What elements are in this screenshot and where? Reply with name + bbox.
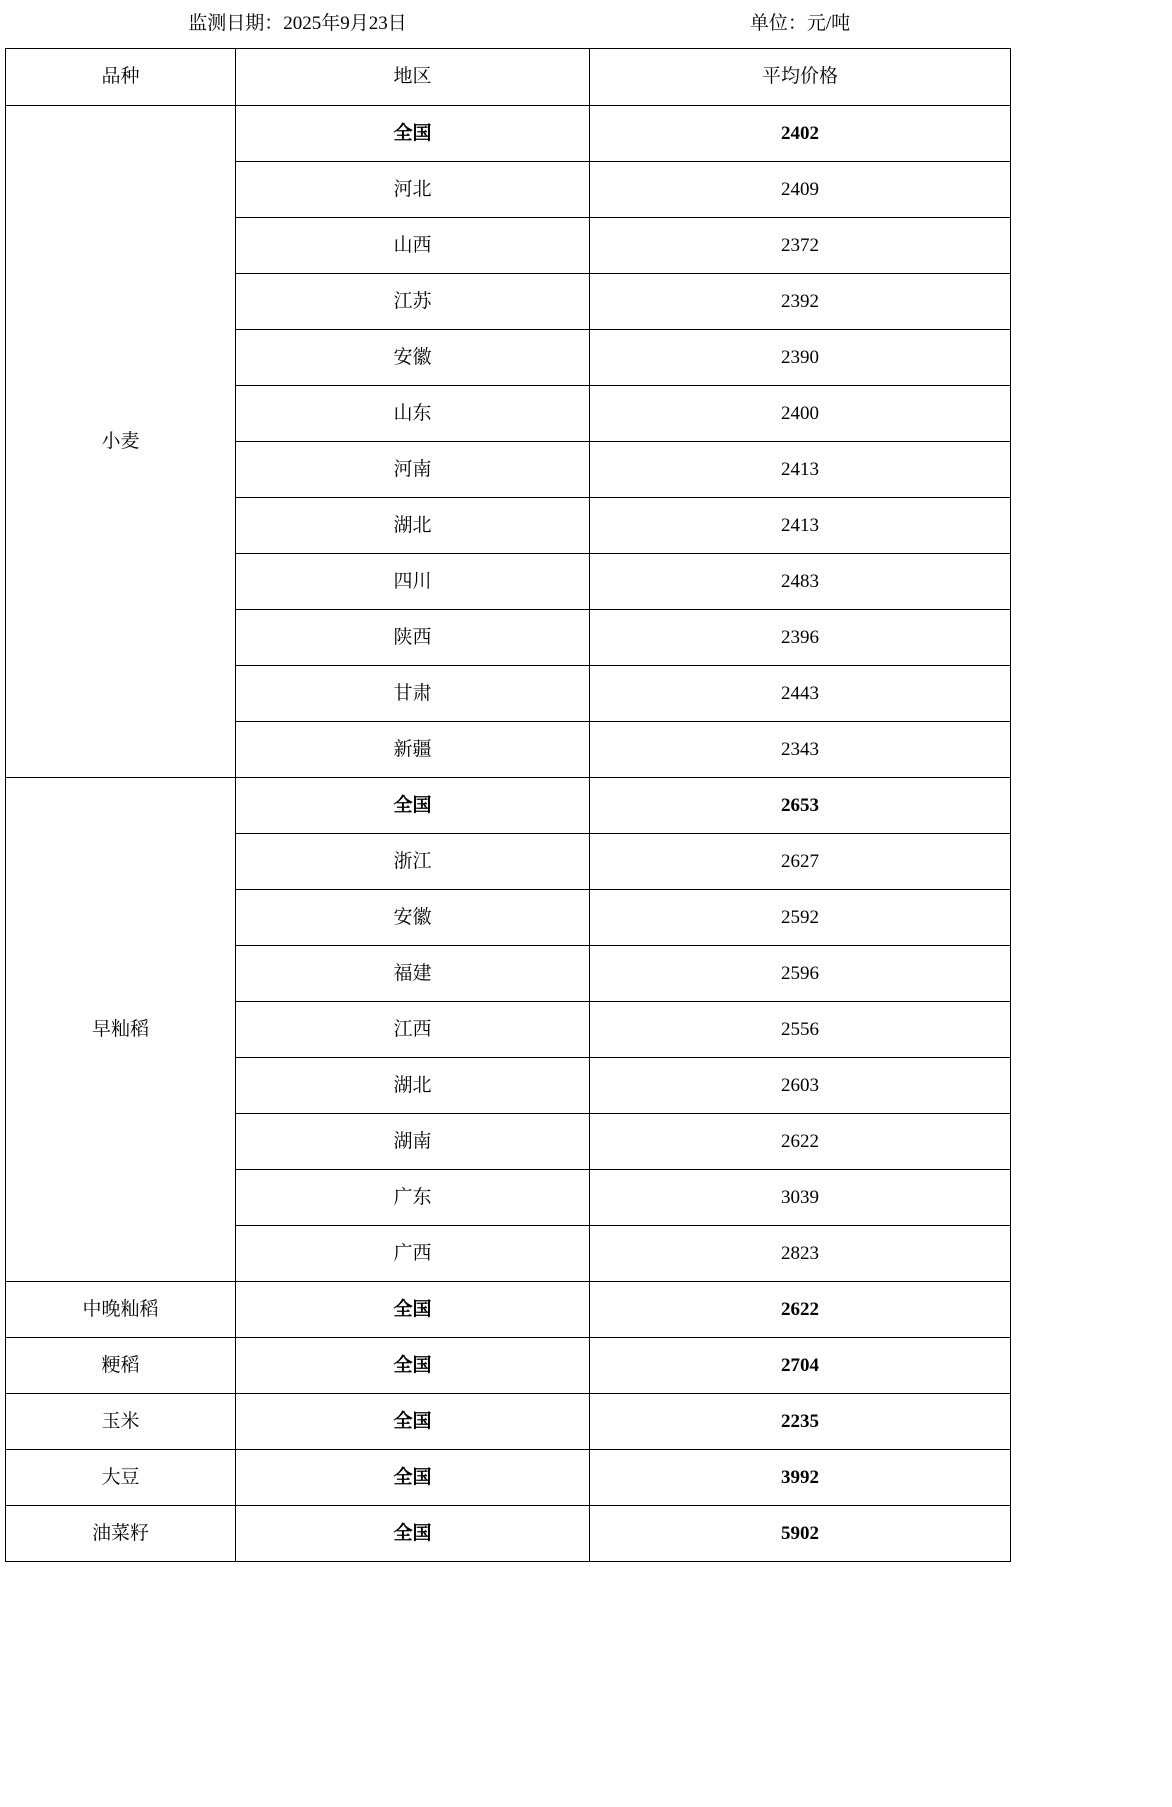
price-cell: 2592 xyxy=(590,890,1011,946)
region-cell: 河南 xyxy=(236,442,590,498)
price-cell: 2622 xyxy=(590,1114,1011,1170)
variety-cell: 小麦 xyxy=(6,106,236,778)
region-cell: 河北 xyxy=(236,162,590,218)
region-cell: 全国 xyxy=(236,1394,590,1450)
price-cell: 2409 xyxy=(590,162,1011,218)
price-cell: 2622 xyxy=(590,1282,1011,1338)
table-row xyxy=(6,106,1011,162)
price-cell: 2483 xyxy=(590,554,1011,610)
region-cell: 全国 xyxy=(236,778,590,834)
table-row xyxy=(6,778,1011,834)
region-cell: 福建 xyxy=(236,946,590,1002)
variety-cell: 粳稻 xyxy=(6,1338,236,1394)
variety-cell: 早籼稻 xyxy=(6,778,236,1282)
price-cell: 2603 xyxy=(590,1058,1011,1114)
region-cell: 湖北 xyxy=(236,1058,590,1114)
region-cell: 广西 xyxy=(236,1226,590,1282)
region-cell: 全国 xyxy=(236,1450,590,1506)
price-cell: 2653 xyxy=(590,778,1011,834)
price-cell: 3039 xyxy=(590,1170,1011,1226)
variety-cell: 玉米 xyxy=(6,1394,236,1450)
region-cell: 山西 xyxy=(236,218,590,274)
region-cell: 江西 xyxy=(236,1002,590,1058)
price-cell: 2400 xyxy=(590,386,1011,442)
variety-cell: 油菜籽 xyxy=(6,1506,236,1562)
region-cell: 全国 xyxy=(236,1506,590,1562)
table-row xyxy=(6,1282,1011,1338)
variety-cell: 大豆 xyxy=(6,1450,236,1506)
header-region: 地区 xyxy=(236,49,590,106)
region-cell: 全国 xyxy=(236,1282,590,1338)
price-cell: 2596 xyxy=(590,946,1011,1002)
monitor-date-label: 监测日期：2025年9月23日 xyxy=(6,0,590,49)
region-cell: 安徽 xyxy=(236,890,590,946)
region-cell: 安徽 xyxy=(236,330,590,386)
table-body xyxy=(6,0,1011,1562)
price-cell: 2443 xyxy=(590,666,1011,722)
price-cell: 3992 xyxy=(590,1450,1011,1506)
price-cell: 2392 xyxy=(590,274,1011,330)
price-cell: 2235 xyxy=(590,1394,1011,1450)
meta-row xyxy=(6,0,1011,49)
price-cell: 2396 xyxy=(590,610,1011,666)
price-cell: 2823 xyxy=(590,1226,1011,1282)
region-cell: 全国 xyxy=(236,1338,590,1394)
price-cell: 2343 xyxy=(590,722,1011,778)
region-cell: 浙江 xyxy=(236,834,590,890)
agricultural-price-table xyxy=(5,0,1011,1562)
price-cell: 2627 xyxy=(590,834,1011,890)
price-cell: 2402 xyxy=(590,106,1011,162)
unit-label: 单位：元/吨 xyxy=(590,0,1011,49)
price-cell: 5902 xyxy=(590,1506,1011,1562)
region-cell: 江苏 xyxy=(236,274,590,330)
header-variety: 品种 xyxy=(6,49,236,106)
price-cell: 2413 xyxy=(590,498,1011,554)
price-cell: 2704 xyxy=(590,1338,1011,1394)
region-cell: 四川 xyxy=(236,554,590,610)
price-cell: 2556 xyxy=(590,1002,1011,1058)
table-row xyxy=(6,1338,1011,1394)
region-cell: 甘肃 xyxy=(236,666,590,722)
variety-cell: 中晚籼稻 xyxy=(6,1282,236,1338)
region-cell: 广东 xyxy=(236,1170,590,1226)
header-price: 平均价格 xyxy=(590,49,1011,106)
region-cell: 陕西 xyxy=(236,610,590,666)
region-cell: 湖北 xyxy=(236,498,590,554)
table-row xyxy=(6,1394,1011,1450)
region-cell: 全国 xyxy=(236,106,590,162)
price-cell: 2413 xyxy=(590,442,1011,498)
table-row xyxy=(6,1450,1011,1506)
region-cell: 山东 xyxy=(236,386,590,442)
table-row xyxy=(6,1506,1011,1562)
price-cell: 2372 xyxy=(590,218,1011,274)
price-cell: 2390 xyxy=(590,330,1011,386)
region-cell: 湖南 xyxy=(236,1114,590,1170)
column-header-row xyxy=(6,49,1011,106)
region-cell: 新疆 xyxy=(236,722,590,778)
